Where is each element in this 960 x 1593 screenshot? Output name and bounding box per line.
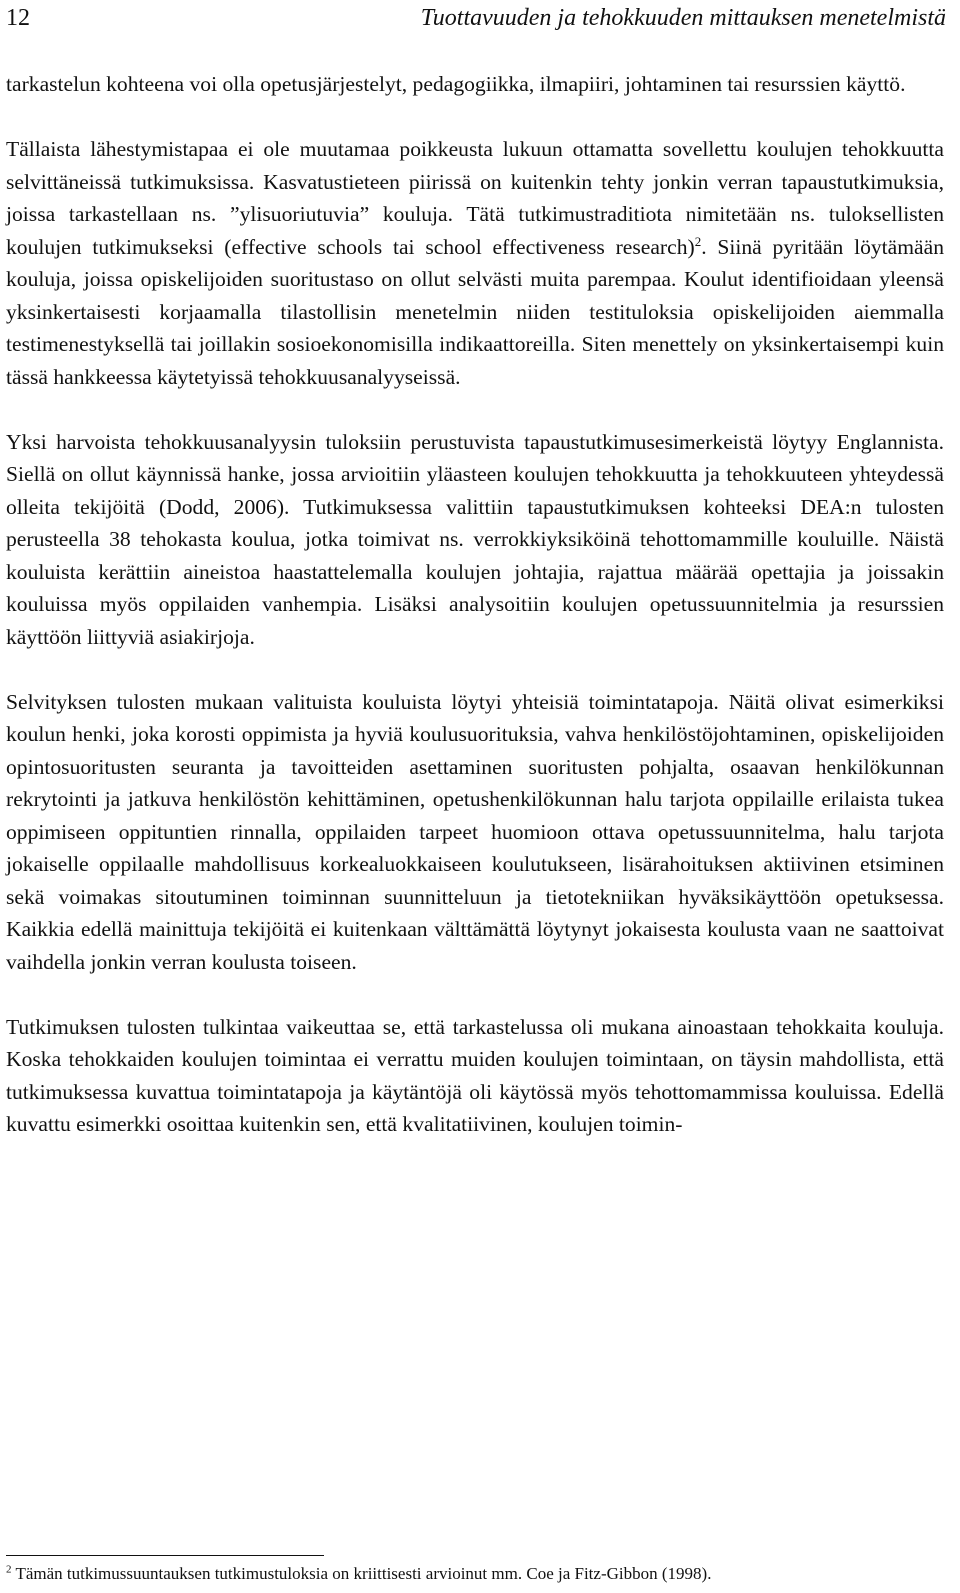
paragraph-1: tarkastelun kohteena voi olla opetusjärjestelyt, pedagogiikka, ilmapiiri, johtaminen tai resurssien käyttö. [6,72,906,96]
footnote-divider [6,1555,324,1556]
footnote-reference[interactable]: 2 [694,233,702,249]
footnote [6,1563,946,1585]
paragraph-2-part2: . Siinä pyritään löytämään kouluja, joissa opiskelijoiden suoritustaso on ollut selvästi muita parempaa. Koulut identifioidaan yleensä yksinkertaisesti korjaamalla tilastollisin menetelmin niiden testituloksia opiskelijoiden aiemmalla testimenestyksellä tai joillakin sosioekonomisilla indikaattoreilla. Siten menettely on yksinkertaisempi kuin tässä hankkeessa käytetyissä tehokkuusanalyyseissä. [6,234,945,389]
footnote-text: Tämän tutkimussuuntauksen tutkimustuloksia on kriittisesti arvioinut mm. Coe ja Fitz-Gibbon (1998). [11,1564,712,1583]
paragraph-5: Tutkimuksen tulosten tulkintaa vaikeuttaa se, että tarkastelussa oli mukana ainoastaan tehokkaita kouluja. Koska tehokkaiden koulujen toimintaa ei verrattu muiden koulujen toimintaan, on täysin mahdollista, että tutkimuksessa kuvattua toimintatapoja ja käytäntöjä oli käytössä myös tehottomammissa kouluissa. Edellä kuvattu esimerkki osoittaa kuitenkin sen, että kvalitatiivinen, koulujen toimin- [6,1014,944,1136]
paragraph-3: Yksi harvoista tehokkuusanalyysin tuloksiin perustuvista tapaustutkimusesimerkeistä löytyy Englannista. Siellä on ollut käynnissä hanke, jossa arvioitiin yläasteen koulujen tehokkuutta ja tehokkuuteen yhteydessä olleita tekijöitä (Dodd, 2006). Tutkimuksessa valittiin tapaustutkimuksen kohteeksi DEA:n tulosten perusteella 38 tehokasta koulua, jotka toimivat ns. verrokkiyksiköinä tehottomammille kouluille. Näistä kouluista kerättiin aineistoa haastattelemalla koulujen johtajia, rajattua määrää opettajia ja joissakin kouluissa myös oppilaiden vanhempia. Lisäksi analysoitiin koulujen opetussuunnitelmia ja resurssien käyttöön liittyviä asiakirjoja. [6,429,944,649]
body-text [6,68,944,1173]
paragraph-2-part1: Tällaista lähestymistapaa ei ole muutamaa poikkeusta lukuun ottamatta sovellettu koulujen tehokkuutta selvittäneissä tutkimuksissa. Kasvatustieteen piirissä on kuitenkin tehty jonkin verran tapaustutkimuksia, joissa tarkastellaan ns. ”ylisuoriutuvia” kouluja. Tätä tutkimustraditiota nimitetään ns. tuloksellisten koulujen tutkimukseksi (effective schools tai school effectiveness research) [6,137,944,259]
page-number: 12 [6,5,30,31]
running-title: Tuottavuuden ja tehokkuuden mittauksen menetelmistä [420,5,946,31]
page-header [6,4,946,32]
paragraph-4: Selvityksen tulosten mukaan valituista kouluista löytyi yhteisiä toimintatapoja. Näitä olivat esimerkiksi koulun henki, joka korosti oppimista ja hyviä koulusuorituksia, vahva henkilöstöjohtaminen, opiskelijoiden opintosuoritusten seuranta ja tavoitteiden asettaminen suoritusten pohjalta, osaavan henkilökunnan rekrytointi ja jatkuva henkilöstön kehittäminen, opetushenkilökunnan halu tarjota oppilaille erilaista tukea oppimiseen oppituntien rinnalla, oppilaiden tarpeet huomioon ottava opetussuunnitelma, halu tarjota jokaiselle oppilaalle mahdollisuus korkealuokkaiseen koulutukseen, lisärahoituksen aktiivinen etsiminen sekä voimakas sitoutuminen toiminnan suunnitteluun ja tietotekniikan hyväksikäyttöön opetuksessa. Kaikkia edellä mainittuja tekijöitä ei kuitenkaan välttämättä löytynyt jokaisesta koulusta vaan ne saattoivat vaihdella jonkin verran koulusta toiseen. [6,689,944,974]
paragraph-2 [6,133,944,393]
footnote-marker: 2 [6,1563,12,1576]
